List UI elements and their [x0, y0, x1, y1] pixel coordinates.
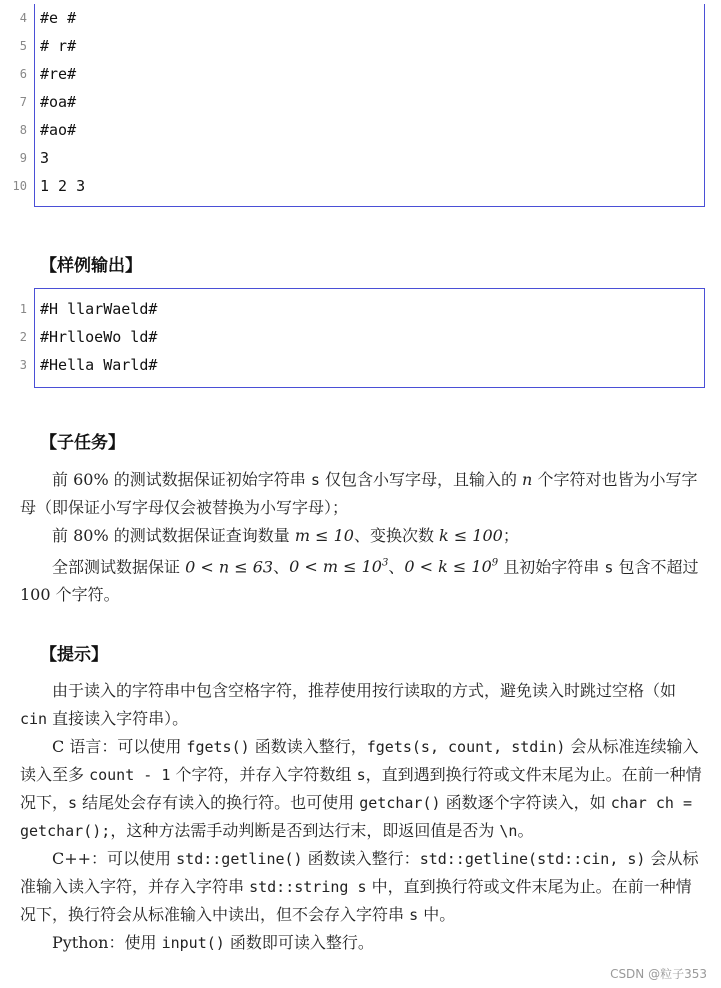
code-line: [19, 88, 704, 116]
inline-code: s: [68, 794, 78, 812]
sample-input-code-block: [12, 4, 705, 207]
inline-code: getchar(): [359, 794, 441, 812]
line-number: 1: [19, 302, 27, 316]
code-line: [19, 32, 704, 60]
inline-code: count - 1: [89, 766, 171, 784]
line-number: 3: [19, 358, 27, 372]
line-number: 9: [19, 151, 27, 165]
hint-paragraph: Python：使用 input() 函数即可读入整行。: [52, 933, 374, 952]
math-expr: 0 < n ≤ 63: [185, 557, 274, 577]
hints-body: [20, 677, 704, 957]
code-text: #H llarWaeld#: [40, 300, 158, 318]
subtask-paragraph: 前 60% 的测试数据保证初始字符串 s 仅包含小写字母，且输入的 n 个字符对也皆为小写字母（即保证小写字母仅会被替换为小写字母）；: [20, 470, 698, 517]
inline-code: s: [409, 906, 419, 924]
code-line: [19, 295, 704, 323]
inline-code: cin: [20, 710, 48, 728]
line-number: 10: [12, 179, 27, 193]
line-number: 6: [19, 67, 27, 81]
math-expr: m ≤ 10: [294, 526, 354, 545]
code-line: [19, 60, 704, 88]
inline-code: std::getline(std::cin, s): [419, 850, 646, 868]
code-text: #ao#: [40, 121, 77, 139]
code-text: 1 2 3: [40, 177, 86, 195]
inline-code: s: [310, 471, 320, 489]
inline-code: std::getline(): [176, 850, 303, 868]
math-var: n: [522, 470, 533, 489]
sample-output-heading: 【样例输出】: [40, 256, 142, 276]
hint-paragraph: 由于读入的字符串中包含空格字符，推荐使用按行读取的方式，避免读入时跳过空格（如 cin 直接读入字符串）。: [20, 681, 677, 728]
inline-code: fgets(s, count, stdin): [366, 738, 566, 756]
code-line: [19, 144, 704, 172]
code-line: [19, 351, 704, 379]
code-line: [19, 4, 704, 32]
subtasks-body: [20, 466, 704, 609]
csdn-watermark: CSDN @粒子353: [610, 967, 707, 981]
inline-code: std::string s: [249, 878, 367, 896]
code-line: [12, 172, 704, 200]
hint-paragraph: C 语言：可以使用 fgets() 函数读入整行，fgets(s, count, stdin) 会从标准连续输入读入至多 count - 1 个字符，并存入字符数组 s，直到遇到换行符或文件末尾为止。在前一种情况下，s 结尾处会存有读入的换行符。也可使用 getchar() 函数逐个字符读入，如 char ch = getchar();，这种方法需手动判断是否到达行末，即返回值是否为 \n。: [20, 737, 702, 840]
inline-code: fgets(): [186, 738, 250, 756]
inline-code: input(): [161, 934, 225, 952]
code-line: [19, 116, 704, 144]
subtasks-heading: 【子任务】: [40, 433, 125, 453]
line-number: 7: [19, 95, 27, 109]
math-expr: $0 < k \le 10^9$: [404, 557, 499, 577]
hints-heading: 【提示】: [40, 645, 108, 665]
line-number: 2: [19, 330, 27, 344]
inline-code: s: [604, 558, 614, 577]
math-expr: $0 < m \le 10^3$: [289, 557, 389, 577]
code-line: [19, 323, 704, 351]
code-text: 3: [40, 149, 50, 167]
line-number: 4: [19, 11, 27, 25]
line-number: 5: [19, 39, 27, 53]
code-text: # r#: [40, 37, 77, 55]
code-text: #oa#: [40, 93, 77, 111]
code-text: #HrlloeWo ld#: [40, 328, 158, 346]
hint-paragraph: C++：可以使用 std::getline() 函数读入整行：std::getline(std::cin, s) 会从标准输入读入字符，并存入字符串 std::string s 中，直到换行符或文件末尾为止。在前一种情况下，换行符会从标准输入中读出，但不会存入字符串 s 中。: [20, 849, 699, 924]
code-text: #Hella Warld#: [40, 356, 158, 374]
math-expr: k ≤ 100: [439, 526, 503, 545]
inline-code: char ch = getchar();: [20, 794, 692, 840]
subtask-paragraph: 前 80% 的测试数据保证查询数量 m ≤ 10、变换次数 k ≤ 100；: [52, 526, 519, 545]
line-number: 8: [19, 123, 27, 137]
inline-code: s: [356, 766, 366, 784]
subtask-paragraph: 全部测试数据保证 0 < n ≤ 63、$0 < m \le 10^3$、$0 < k \le 10^9$ 且初始字符串 s 包含不超过 100 个字符。: [20, 557, 699, 605]
code-text: #e #: [40, 9, 77, 27]
sample-output-code-block: [19, 288, 705, 388]
code-text: #re#: [40, 65, 77, 83]
inline-code: \n: [499, 822, 518, 840]
